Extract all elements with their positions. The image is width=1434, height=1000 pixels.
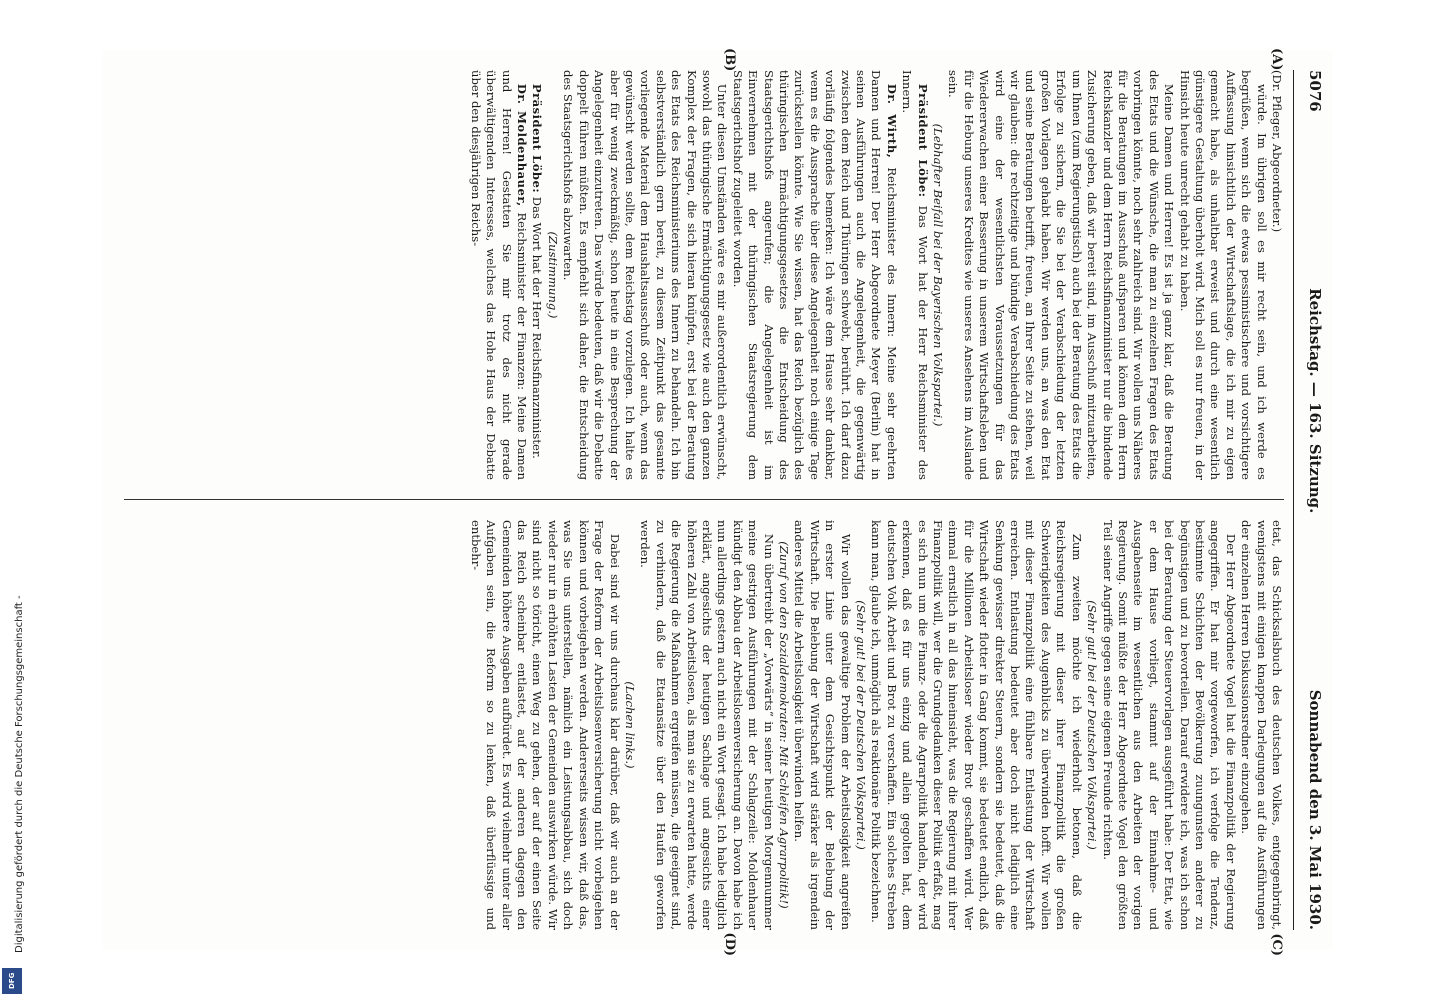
speech-paragraph [729, 70, 898, 480]
scanned-page [102, 48, 1332, 956]
margin-marker-c: (C) [1269, 933, 1284, 956]
column-divider [124, 499, 1284, 500]
speech-paragraph [899, 70, 930, 480]
interjection: (Zustimmung.) [545, 231, 560, 319]
interjection: (Sehr gut! bei der Deutschen Volkspartei.) [854, 600, 869, 850]
header-session: Reichstag. — 163. Sitzung. [1306, 288, 1324, 514]
body-paragraph: Der Herr Abgeordnete Vogel hat die Finanzpolitik der Regierung angegriffen. Er hat mir vorgeworfen, ich verfolge die Tendenz, bestimmte Schichten der Bevölkerung zuungunsten anderer zu begünstigen und zu bevorteilen. Darauf erwidere ich, was ich schon bei der Beratung der Steuervorlagen ausgeführt habe: Der Etat, wie er dem Hause vorliegt, stammt auf der Einnahme- und Ausgabenseite im wesentlichen aus den Arbeiten der vorigen Regierung. Somit müßte der Herr Abgeordnete Vogel den größten Teil seiner Angriffe gegen seine eigenen Freunde richten. [1100, 520, 1238, 930]
speech-text: Das Wort hat der Herr Reichsminister des Innern. [900, 70, 930, 480]
running-head [1296, 70, 1324, 930]
speaker-attribution: (Dr. Pfleger, Abgeordneter.) [1270, 70, 1284, 233]
speaker-name: Präsident Löbe: [915, 83, 930, 198]
margin-marker-b: (B) [722, 48, 737, 72]
interjection: (Zuruf von den Sozialdemokraten: Mit Schleifen Agrarpolitik!) [777, 541, 791, 909]
speech-text: Reichsminister der Finanzen: Meine Damen und Herren! Gestatten Sie mir trotz des nicht gerade überwältigenden Interesses, welches das Hohe Haus der Debatte über den diesjährigen Reichs- [468, 70, 530, 480]
interjection: (Sehr gut! bei der Deutschen Volkspartei.) [1085, 600, 1100, 850]
body-paragraph: Unter diesen Umständen wäre es mir außerordentlich erwünscht, sowohl das thüringische Ermächtigungsgesetz wie auch den ganzen Komplex der Fragen, die sich hieran knüpfen, erst bei der Beratung des Etats des Reichsministeriums des Innern zu behandeln. Ich bin selbstverständlich gern bereit, zu diesem Zeitpunkt das gesamte vorliegende Material dem Haushaltsausschuß oder auch, wenn das gewünscht werden sollte, dem Reichstag vorzulegen. Ich halte es aber für wenig zweckmäßig, schon heute in eine Besprechung der Angelegenheit einzutreten. Das würde bedeuten, daß wir die Debatte doppelt führen müßten. Es empfiehlt sich daher, die Entscheidung des Staatsgerichtshofs abzuwarten. [561, 70, 730, 480]
body-paragraph: Meine Damen und Herren! Es ist ja ganz klar, daß die Beratung des Etats und die Wünsche, die man zu einzelnen Fragen des Etats vorbringen könnte, noch sehr zahlreich sind. Wir wollen uns Näheres für die Beratungen im Ausschuß aufsparen und können dem Herrn Reichskanzler und dem Herrn Reichsfinanzminister nur die bindende Zusicherung geben, daß wir bereit sind, im Ausschuß mitzuarbeiten, um Ihnen (zum Regierungstisch) auch bei der Beratung des Etats die Erfolge zu sichern, die Sie bei der Verabschiedung der letzten großen Vorlagen gehabt haben. Wir werden uns, an was den Etat und seine Beratungen betrifft, freuen, an Ihrer Seite zu stehen, weil wir glauben: die rechtzeitige und bündige Verabschiedung des Etats wird eine der wesentlichsten Voraussetzungen für das Wiedererwachen einer Besserung in unserem Wirtschaftsleben und für die Hebung unseres Kredites wie unseres Ansehens im Auslande sein. [946, 70, 1177, 480]
body-paragraph: Dabei sind wir uns durchaus klar darüber, daß wir auch an der Frage der Reform der Arbeitslosenversicherung nicht vorbeigehen können und vorbeigehen werden. Andererseits wissen wir, daß das, was Sie uns unterstellen, nämlich ein Leistungsabbau, sich doch wieder nur in erhöhten Lasten der Gemeinden auswirken würde. Wir sind nicht so töricht, einen Weg zu gehen, der auf der einen Seite das Reich scheinbar entlastet, auf der anderen dagegen den Gemeinden höhere Ausgaben aufbürdet. Es wird vielmehr unter aller Aufgaben sein, die Reform so zu lenken, daß überflüssige und entbehr- [468, 520, 622, 930]
body-paragraph: Zum zweiten möchte ich wiederholt betonen, daß die Reichsregierung mit dieser ihrer Finanzpolitik die großen Schwierigkeiten des Augenblicks zu überwinden hofft. Wir wollen mit dieser Finanzpolitik eine fühlbare Entlastung der Wirtschaft erreichen. Entlastung bedeutet aber doch nicht lediglich eine Senkung gewisser direkter Steuern, sondern sie bedeutet, daß die Wirtschaft wieder flotter in Gang kommt, sie bedeutet endlich, daß für die Millionen Arbeitsloser wieder Brot geschaffen wird. Wer einmal ernstlich in all das hineinsieht, was die Regierung mit ihrer Finanzpolitik will, wer die Grundgedanken dieser Politik erfaßt, mag es sich nun um die Finanz- oder die Agrarpolitik handeln, der wird erkennen, daß es für uns einzig und allein gegolten hat, dem deutschen Volk Arbeit und Brot zu verschaffen. Ein solches Streben kann man, glaube ich, unmöglich als reaktionäre Politik bezeichnen. [869, 520, 1084, 930]
footer-credit: Digitalisierung gefördert durch die Deutsche Forschungsgemeinschaft - [14, 595, 25, 953]
body-paragraph: Wir wollen das gewaltige Problem der Arbeitslosigkeit angreifen in erster Linie unter dem Gesichtspunkt der Belebung der Wirtschaft. Die Belebung der Wirtschaft wird stärker als irgendein anderes Mittel die Arbeitslosigkeit überwinden helfen. [792, 520, 853, 930]
interjection: (Lachen links.) [622, 681, 637, 769]
speaker-name: Dr. Moldenhauer, [515, 83, 530, 207]
speech-text: Reichsminister des Innern: Meine sehr geehrten Damen und Herren! Der Herr Abgeordnete Meyer (Berlin) hat in seinen Ausführungen auch die Angelegenheit, die gegenwärtig zwischen dem Reich und Thüringen schwebt, berührt. Ich darf dazu vorläufig folgendes bemerken: Ich wäre dem Hause sehr dankbar, wenn es die Aussprache über diese Angelegenheit noch einige Tage zurückstellen könnte. Wie Sie wissen, hat das Reich bezüglich des thüringischen Ermächtigungsgesetzes die Entscheidung des Staatsgerichtshofs angerufen; die Angelegenheit ist im Einvernehmen mit der thüringischen Staatsregierung dem Staatsgerichtshof zugeleitet worden. [730, 70, 899, 480]
body-paragraph: Nun übertreibt der „Vorwärts“ in seiner heutigen Morgennummer meine gestrigen Ausführungen mit der Schlagzeile: Moldenhauer kündigt den Abbau der Arbeitslosenversicherung an. Davon habe ich nun allerdings gestern auch nicht ein Wort gesagt. Ich habe lediglich erklärt, angesichts der heutigen Sachlage und angesichts einer höheren Zahl von Arbeitslosen, als man sie zu erwarten hatte, werde die Regierung die Maßnahmen ergreifen müssen, die geeignet sind, zu verhindern, daß die Etatansätze über den Haufen geworfen werden. [638, 520, 776, 930]
margin-marker-d: (D) [722, 932, 737, 956]
speaker-name: Präsident Löbe: [530, 83, 545, 194]
body-paragraph: etat, das Schicksalsbuch des deutschen Volkes, entgegenbringt, wenigstens mit einigen knappen Darlegungen auf die Ausführungen der einzelnen Herren Diskussionsredner einzugehen. [1239, 520, 1284, 930]
header-rule [1293, 70, 1294, 930]
right-column [114, 520, 1284, 930]
dfg-logo-icon: DFG [2, 968, 22, 994]
interjection: (Lebhafter Beifall bei der Bayerischen Volkspartei.) [931, 123, 946, 427]
speech-paragraph [529, 70, 544, 480]
header-date: Sonnabend den 3. Mai 1930. [1306, 689, 1324, 930]
margin-marker-a: (A) [1269, 48, 1284, 71]
left-column [114, 70, 1284, 480]
speaker-name: Dr. Wirth, [884, 83, 899, 159]
speech-paragraph [467, 70, 529, 480]
speech-text: Das Wort hat der Herr Reichsfinanzminister. [530, 193, 545, 459]
body-paragraph: würde. Im übrigen soll es mir recht sein, und ich werde es begrüßen, wenn sich die etwas pessimistischere und vorsichtigere Auffassung hinsichtlich der Wirtschaftslage, die ich mir zu eigen gemacht habe, als unhaltbar erweist und durch eine wesentlich günstigere Gestaltung überholt wird. Mich soll es nur freuen, in der Hinsicht heute unrecht gehabt zu haben. [1177, 70, 1269, 480]
digitization-footer [0, 0, 24, 1000]
page-number: 5076 [1306, 70, 1324, 112]
